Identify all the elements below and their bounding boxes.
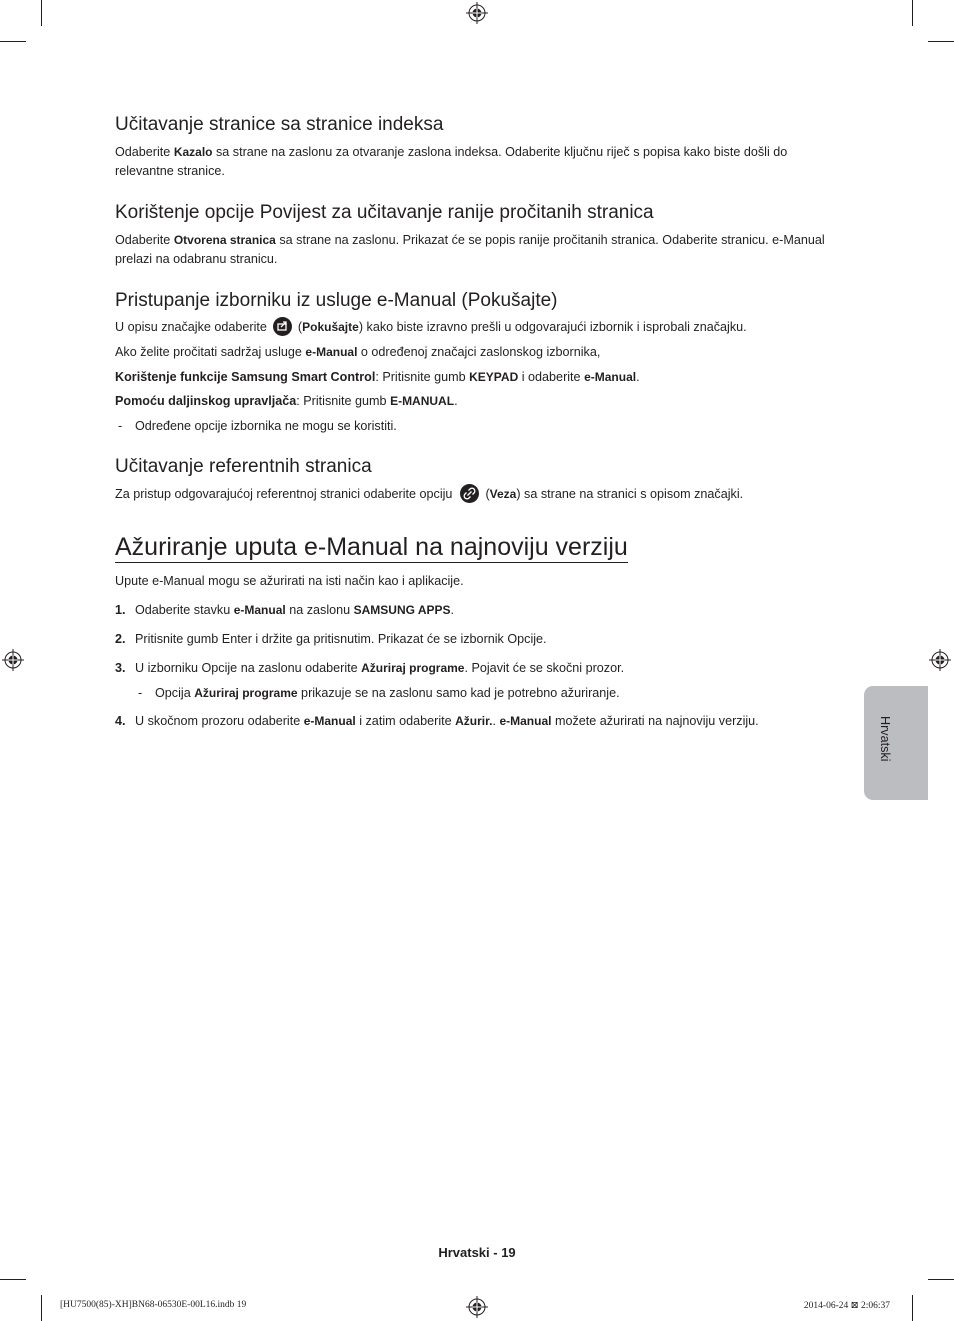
print-info-left: [HU7500(85)-XH]BN68-06530E-00L16.indb 19 bbox=[60, 1300, 247, 1310]
crop-mark bbox=[0, 41, 26, 42]
menu-term-emanual: e-Manual bbox=[584, 370, 637, 384]
section-text-index bbox=[115, 143, 840, 181]
term-remote-control: Pomoću daljinskog upravljača bbox=[115, 394, 297, 408]
registration-mark-icon bbox=[2, 649, 24, 671]
try-now-icon bbox=[273, 317, 292, 336]
menu-term-emanual: e-Manual bbox=[303, 714, 356, 728]
menu-term-emanual: e-Manual bbox=[499, 714, 552, 728]
text: sa strane na zaslonu za otvaranje zaslona indeksa. Odaberite ključnu riječ s popisa kako biste došli do relevantne stranice. bbox=[115, 145, 788, 178]
text: . bbox=[454, 394, 458, 408]
text: na zaslonu bbox=[285, 603, 354, 617]
text: ) sa strane na stranici s opisom značajki. bbox=[516, 487, 744, 501]
button-term-emanual: E-MANUAL bbox=[390, 394, 455, 408]
text: sa strane na zaslonu. Prikazat će se popis ranije pročitanih stranica. Odaberite stranicu. e-Manual prelazi na odabranu stranicu. bbox=[115, 233, 825, 266]
text: ( bbox=[297, 320, 303, 334]
crop-mark bbox=[912, 0, 913, 26]
text: U izborniku Opcije na zaslonu odaberite bbox=[135, 661, 362, 675]
text: : Pritisnite gumb bbox=[296, 394, 391, 408]
text: : Pritisnite gumb bbox=[375, 370, 470, 384]
text: prikazuje se na zaslonu samo kad je potrebno ažuriranje. bbox=[297, 686, 620, 700]
text: i odaberite bbox=[518, 370, 585, 384]
text: ( bbox=[485, 487, 490, 501]
text: . bbox=[450, 603, 455, 617]
text: . bbox=[492, 714, 500, 728]
text: U skočnom prozoru odaberite bbox=[135, 714, 304, 728]
crop-mark bbox=[928, 41, 954, 42]
section-text-smart-control bbox=[115, 368, 840, 387]
section-title-reference: Učitavanje referentnih stranica bbox=[115, 456, 372, 477]
section-text-try-now bbox=[115, 318, 840, 337]
step-number: 2. bbox=[115, 632, 126, 646]
text: Opcija bbox=[155, 686, 195, 700]
text: i zatim odaberite bbox=[355, 714, 456, 728]
text: Odaberite bbox=[115, 233, 174, 247]
section-title-try-now: Pristupanje izborniku iz usluge e-Manual (Pokušajte) bbox=[115, 290, 558, 311]
section-title-history: Korištenje opcije Povijest za učitavanje ranije pročitanih stranica bbox=[115, 202, 654, 223]
crop-mark bbox=[41, 0, 42, 26]
text: Pritisnite gumb Enter i držite ga pritisnutim. Prikazat će se izbornik Opcije. bbox=[135, 632, 547, 646]
step-number: 1. bbox=[115, 603, 126, 617]
page-footer: Hrvatski - 19 bbox=[438, 1245, 516, 1260]
text: . bbox=[636, 370, 640, 384]
registration-mark-icon bbox=[466, 2, 488, 24]
note-dash: - bbox=[118, 419, 123, 433]
section-title-index: Učitavanje stranice sa stranice indeksa bbox=[115, 114, 444, 135]
menu-term-emanual: e-Manual bbox=[305, 345, 358, 359]
menu-term-azuriraj-programe: Ažuriraj programe bbox=[194, 686, 298, 700]
menu-term-veza: Veza bbox=[489, 487, 517, 501]
section-text-reference bbox=[115, 485, 840, 504]
menu-term-samsung-apps: SAMSUNG APPS bbox=[353, 603, 451, 617]
main-title: Ažuriranje uputa e-Manual na najnoviju verziju bbox=[115, 533, 628, 561]
step-number: 4. bbox=[115, 714, 126, 728]
registration-mark-icon bbox=[929, 649, 951, 671]
menu-term-otvorena-stranica: Otvorena stranica bbox=[173, 233, 276, 247]
menu-term-emanual: e-Manual bbox=[233, 603, 286, 617]
step-number: 3. bbox=[115, 661, 126, 675]
section-text-remote bbox=[115, 392, 840, 411]
main-intro: Upute e-Manual mogu se ažurirati na isti način kao i aplikacije. bbox=[115, 574, 464, 588]
text: Odaberite bbox=[115, 145, 174, 159]
text: Za pristup odgovarajućoj referentnoj stranici odaberite opciju bbox=[115, 487, 453, 501]
menu-term-kazalo: Kazalo bbox=[173, 145, 213, 159]
step-4 bbox=[135, 712, 835, 731]
link-icon bbox=[460, 484, 479, 503]
crop-mark bbox=[41, 1295, 42, 1321]
step-1 bbox=[135, 601, 860, 620]
text: o određenoj značajci zaslonskog izbornika, bbox=[357, 345, 601, 359]
language-side-tab-label: Hrvatski bbox=[878, 716, 892, 762]
language-side-tab bbox=[864, 686, 928, 800]
section-text-try-now-2 bbox=[115, 343, 840, 362]
subnote-text bbox=[155, 684, 835, 703]
print-info-right: 2014-06-24 ⊠ 2:06:37 bbox=[803, 1301, 890, 1311]
text: možete ažurirati na najnoviju verziju. bbox=[551, 714, 759, 728]
menu-term-pokusajte: Pokušajte bbox=[302, 320, 359, 334]
crop-mark bbox=[912, 1295, 913, 1321]
subnote-dash: - bbox=[138, 686, 143, 700]
text: . Pojavit će se skočni prozor. bbox=[464, 661, 625, 675]
section-text-history bbox=[115, 231, 840, 269]
menu-term-azuriraj-programe: Ažuriraj programe bbox=[361, 661, 465, 675]
crop-mark bbox=[0, 1279, 26, 1280]
term-samsung-smart-control: Korištenje funkcije Samsung Smart Control bbox=[115, 370, 376, 384]
note-text: Određene opcije izbornika ne mogu se koristiti. bbox=[135, 419, 397, 433]
text: Ako želite pročitati sadržaj usluge bbox=[115, 345, 306, 359]
button-term-keypad: KEYPAD bbox=[469, 370, 519, 384]
crop-mark bbox=[928, 1279, 954, 1280]
registration-mark-icon bbox=[466, 1296, 488, 1318]
text: Odaberite stavku bbox=[135, 603, 234, 617]
text: ) kako biste izravno prešli u odgovarajući izbornik i isprobali značajku. bbox=[358, 320, 747, 334]
step-2 bbox=[135, 630, 860, 649]
text: U opisu značajke odaberite bbox=[115, 320, 267, 334]
menu-term-azurir: Ažurir. bbox=[455, 714, 493, 728]
step-3 bbox=[135, 659, 860, 678]
